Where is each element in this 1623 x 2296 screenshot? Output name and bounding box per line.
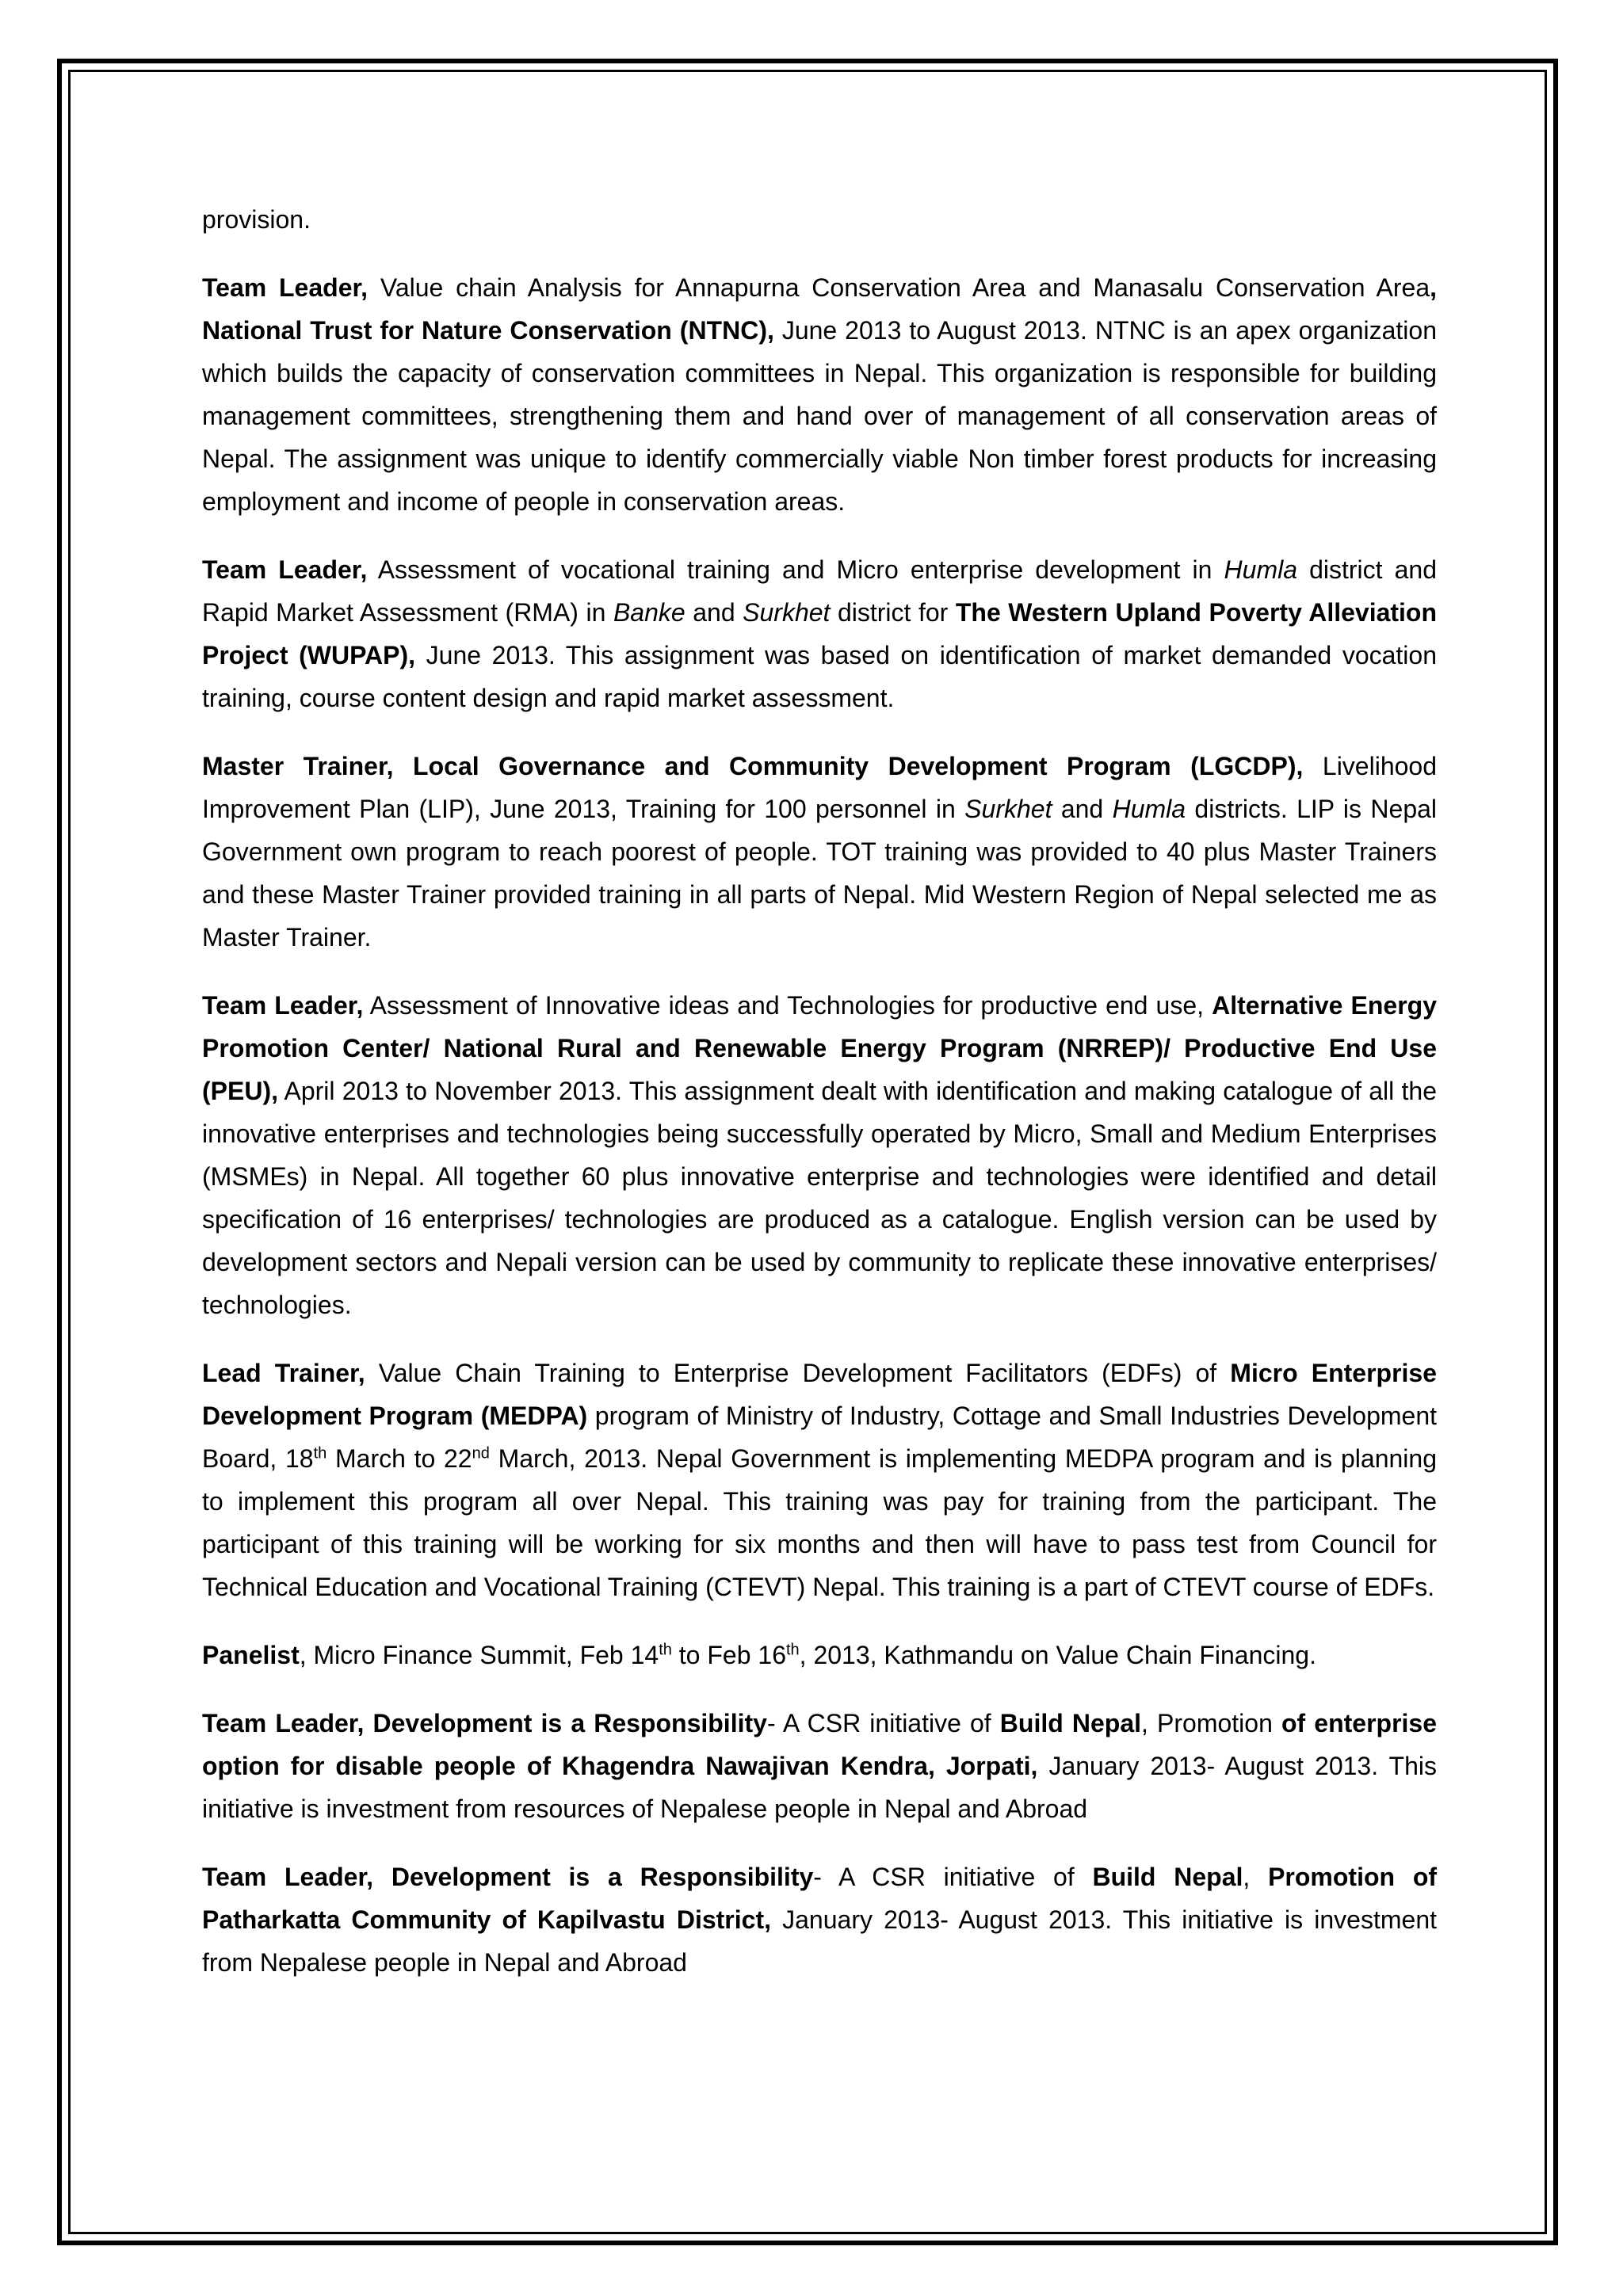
document-body: [202, 198, 1437, 2009]
paragraph-lgcdp-master-trainer: Master Trainer, Local Governance and Community Development Program (LGCDP), Livelihood Improvement Plan (LIP), June 2013, Training for 100 personnel in Surkhet and Humla districts. LIP is Nepal Government own program to reach poorest of people. TOT training was provided to 40 plus Master Trainers and these Master Trainer provided training in all parts of Nepal. Mid Western Region of Nepal selected me as Master Trainer.: [202, 752, 1438, 952]
paragraph-panelist: Panelist, Micro Finance Summit, Feb 14th to Feb 16th, 2013, Kathmandu on Value Chain Financing.: [202, 1641, 1316, 1669]
paragraph-provision: provision.: [202, 205, 311, 234]
paragraph-csr-patharkatta: Team Leader, Development is a Responsibility- A CSR initiative of Build Nepal, Promotion of Patharkatta Community of Kapilvastu District, January 2013- August 2013. This initiative is investment from Nepalese people in Nepal and Abroad: [202, 1863, 1438, 1977]
paragraph-wupap-assessment: Team Leader, Assessment of vocational training and Micro enterprise development in Humla district and Rapid Market Assessment (RMA) in Banke and Surkhet district for The Western Upland Poverty Alleviation Project (WUPAP), June 2013. This assignment was based on identification of market demanded vocation training, course content design and rapid market assessment.: [202, 555, 1438, 712]
paragraph-aepc-innovation: Team Leader, Assessment of Innovative ideas and Technologies for productive end use, Alternative Energy Promotion Center/ National Rural and Renewable Energy Program (NRREP)/ Productive End Use (PEU), April 2013 to November 2013. This assignment dealt with identification and making catalogue of all the innovative enterprises and technologies being successfully operated by Micro, Small and Medium Enterprises (MSMEs) in Nepal. All together 60 plus innovative enterprise and technologies were identified and detail specification of 16 enterprises/ technologies are produced as a catalogue. English version can be used by development sectors and Nepali version can be used by community to replicate these innovative enterprises/ technologies.: [202, 991, 1438, 1319]
paragraph-ntnc-value-chain: Team Leader, Value chain Analysis for Annapurna Conservation Area and Manasalu Conservation Area, National Trust for Nature Conservation (NTNC), June 2013 to August 2013. NTNC is an apex organization which builds the capacity of conservation committees in Nepal. This organization is responsible for building management committees, strengthening them and hand over of management of all conservation areas of Nepal. The assignment was unique to identify commercially viable Non timber forest products for increasing employment and income of people in conservation areas.: [202, 273, 1438, 516]
paragraph-csr-khagendra: Team Leader, Development is a Responsibility- A CSR initiative of Build Nepal, Promotion of enterprise option for disable people of Khagendra Nawajivan Kendra, Jorpati, January 2013- August 2013. This initiative is investment from resources of Nepalese people in Nepal and Abroad: [202, 1709, 1438, 1823]
paragraph-medpa-lead-trainer: Lead Trainer, Value Chain Training to Enterprise Development Facilitators (EDFs) of Micro Enterprise Development Program (MEDPA) program of Ministry of Industry, Cottage and Small Industries Development Board, 18th March to 22nd March, 2013. Nepal Government is implementing MEDPA program and is planning to implement this program all over Nepal. This training was pay for training from the participant. The participant of this training will be working for six months and then will have to pass test from Council for Technical Education and Vocational Training (CTEVT) Nepal. This training is a part of CTEVT course of EDFs.: [202, 1359, 1438, 1601]
